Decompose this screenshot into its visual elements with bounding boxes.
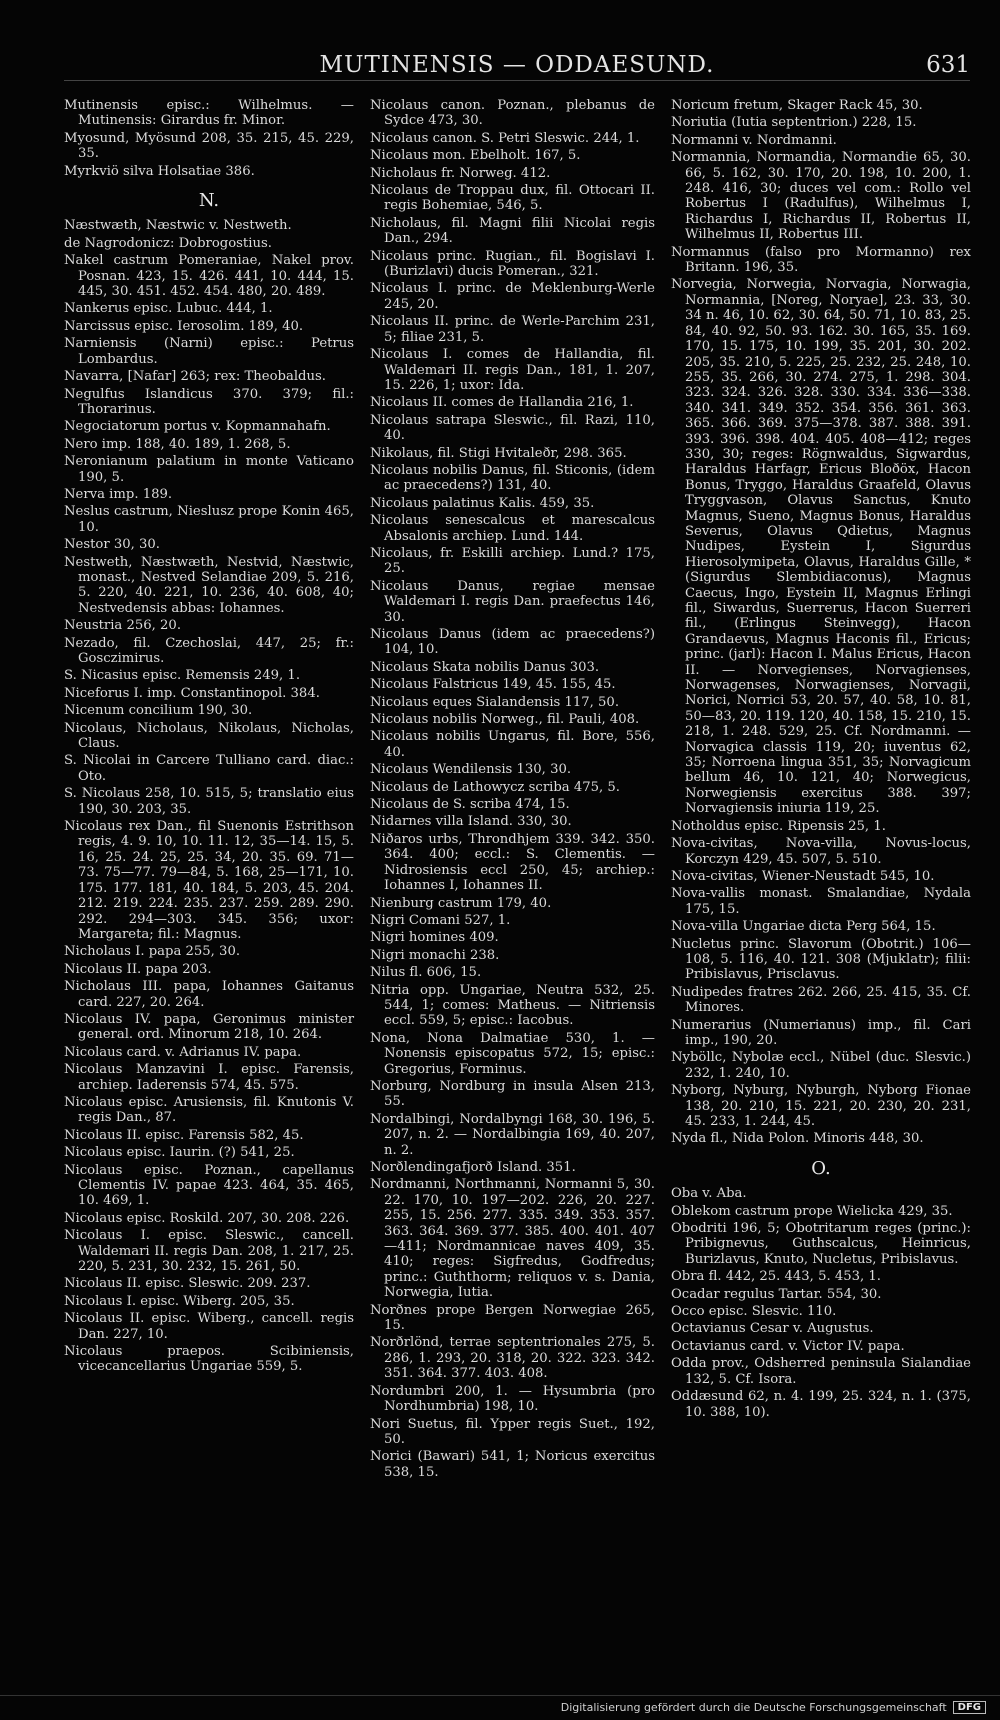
index-entry: Nucletus princ. Slavorum (Obotrit.) 106—108, 5. 116, 40. 121. 308 (Mjuklatr); filii: Pribislavus, Prisclavus. xyxy=(671,936,971,983)
index-entry: Nicolaus nobilis Ungarus, fil. Bore, 556, 40. xyxy=(370,729,655,760)
index-entry: Narcissus episc. Ierosolim. 189, 40. xyxy=(64,318,304,334)
index-entry: Nova-villa Ungariae dicta Perg 564, 15. xyxy=(671,919,936,935)
index-entry: Neronianum palatium in monte Vaticano 190, 5. xyxy=(64,454,354,485)
index-entry: Nidarnes villa Island. 330, 30. xyxy=(370,814,572,830)
index-entry: Nicolaus IV. papa, Geronimus minister general. ord. Minorum 218, 10. 264. xyxy=(64,1011,354,1043)
index-entry: Nicolaus II. princ. de Werle-Parchim 231, 5; filiae 231, 5. xyxy=(370,314,655,345)
footer-divider xyxy=(0,1695,1000,1696)
index-entry: Nordalbingi, Nordalbyngi 168, 30. 196, 5. 207, n. 2. — Nordalbingia 169, 40. 207, n. 2. xyxy=(370,1111,655,1158)
index-entry: Nicolaus II. episc. Wiberg., cancell. regis Dan. 227, 10. xyxy=(64,1311,354,1342)
index-entry: Noricum fretum, Skager Rack 45, 30. xyxy=(671,98,923,113)
index-entry: Nigri homines 409. xyxy=(370,930,499,946)
index-entry: Nicolaus I. episc. Sleswic., cancell. Waldemari II. regis Dan. 208, 1. 217, 25. 220, 5. 231, 30. 232, 15. 261, 50. xyxy=(64,1228,354,1275)
index-entry: Noriutia (Iutia septentrion.) 228, 15. xyxy=(671,115,917,131)
index-entry: Nicholaus fr. Norweg. 412. xyxy=(370,165,551,181)
index-entry: Oblekom castrum prope Wielicka 429, 35. xyxy=(671,1203,953,1219)
index-entry: Nitria opp. Ungariae, Neutra 532, 25. 544, 1; comes: Matheus. — Nitriensis eccl. 559, 5; episc.: Iacobus. xyxy=(370,982,655,1029)
index-entry: Nicolaus palatinus Kalis. 459, 35. xyxy=(370,495,595,511)
index-entry: Nigri monachi 238. xyxy=(370,947,500,963)
index-entry: Nicolaus satrapa Sleswic., fil. Razi, 110, 40. xyxy=(370,412,655,444)
index-entry: Nicholaus I. papa 255, 30. xyxy=(64,944,241,960)
index-entry: Norburg, Nordburg in insula Alsen 213, 55. xyxy=(370,1078,655,1110)
index-entry: Odda prov., Odsherred peninsula Sialandiae 132, 5. Cf. Isora. xyxy=(671,1356,971,1387)
index-entry: Normannus (falso pro Mormanno) rex Britann. 196, 35. xyxy=(671,244,971,276)
index-entry: Nicolaus II. papa 203. xyxy=(64,961,212,977)
index-entry: Norici (Bawari) 541, 1; Noricus exercitus 538, 15. xyxy=(370,1449,655,1480)
index-entry: Nordumbri 200, 1. — Hysumbria (pro Nordhumbria) 198, 10. xyxy=(370,1383,655,1415)
index-column-3 xyxy=(671,98,971,1422)
index-entry: Navarra, [Nafar] 263; rex: Theobaldus. xyxy=(64,369,326,385)
index-entry: Numerarius (Numerianus) imp., fil. Cari imp., 190, 20. xyxy=(671,1017,971,1048)
page-number: 631 xyxy=(926,52,970,78)
index-entry: Neslus castrum, Nieslusz prope Konin 465, 10. xyxy=(64,504,354,535)
index-entry: S. Nicolai in Carcere Tulliano card. diac.: Oto. xyxy=(64,753,354,784)
funding-note: Digitalisierung gefördert durch die Deutsche Forschungsgemeinschaft xyxy=(560,1701,947,1714)
index-entry: Nova-vallis monast. Smalandiae, Nydala 175, 15. xyxy=(671,886,971,917)
index-entry: Norvegia, Norwegia, Norvagia, Norwagia, Normannia, [Noreg, Noryae], 23. 33, 30. 34 n. 46, 10. 62, 30. 64, 50. 71, 10. 83, 25. 84, 40. 92, 50. 93. 162. 30. 165, 35. 169. 170, 15. 175, 10. 199, 35. 201, 30. 202. 205, 35. 210, 5. 225, 25. 232, 25. 248, 10. 255, 35. 266, 30. 274. 275, 1. 298. 304. 323. 324. 326. 328. 330. 334. 336—338. 340. 341. 349. 352. 354. 356. 361. 363. 365. 366. 369. 375—378. 387. 388. 391. 393. 396. 398. 404. 405. 408—412; reges 330, 30; reges: Rögnwaldus, Sigwardus, Haraldus Harfagr, Ericus Bloðöx, Hacon Bonus, Tryggo, Haraldus Graafeld, Olavus Tryggvason, Olavus Sanctus, Knuto Magnus, Sueno, Magnus Bonus, Haraldus Severus, Olavus Qdietus, Magnus Nudipes, Eystein I, Sigurdus Hierosolymipeta, Olavus, Haraldus Gille, * (Sigurdus Slembidiaconus), Magnus Caecus, Ingo, Eystein II, Magnus Erlingi fil., Siwardus, Suerrerus, Hacon Suerreri fil., (Erlingus Steinvegg), Hacon Grandaevus, Magnus Haconis fil., Ericus; princ. (jarl): Hacon I. Malus Ericus, Hacon II. — Norvegienses, Norvagienses, Norwagenses, Norwagienses, Norvagii, Norici, Norrici 53, 20. 57, 40. 58, 10. 81, 50—83, 20. 119. 120, 40. 158, 15. 210, 15. 218, 1. 248. 529, 25. Cf. Nordmanni. — Norvagica classis 119, 20; iuventus 62, 35; Norroena lingua 351, 35; Norvagicum bellum 46, 10. 121, 40; Norwegicus, Norwegiensis exercitus 388. 397; Norvagiensis iniuria 119, 25. xyxy=(671,277,971,817)
index-entry: S. Nicasius episc. Remensis 249, 1. xyxy=(64,668,301,684)
index-entry: Neustria 256, 20. xyxy=(64,618,182,634)
section-letter: O. xyxy=(811,1157,831,1179)
index-entry: Nordmanni, Northmanni, Normanni 5, 30. 22. 170, 10. 197—202. 226, 20. 227. 255, 15. 256. 277. 335. 349. 353. 357. 363. 364. 369. 377. 385. 400. 401. 407—411; Nordmannicae naves 409, 35. 410; reges: Sigfredus, Godfredus; princ.: Guththorm; reliquos v. s. Dania, Norwegia, Iutia. xyxy=(370,1177,655,1301)
index-entry: Nicolaus I. princ. de Meklenburg-Werle 245, 20. xyxy=(370,281,655,312)
index-entry: Nicolaus episc. Iaurin. (?) 541, 25. xyxy=(64,1145,295,1161)
index-entry: Nankerus episc. Lubuc. 444, 1. xyxy=(64,301,273,317)
index-column-1 xyxy=(64,98,354,1377)
index-entry: Nestweth, Næstwæth, Nestvid, Næstwic, monast., Nestved Selandiae 209, 5. 216, 5. 220, 40. 221, 10. 236, 40. 608, 40; Nestvedensis abbas: Iohannes. xyxy=(64,554,354,616)
index-entry: Nakel castrum Pomeraniae, Nakel prov. Posnan. 423, 15. 426. 441, 10. 444, 15. 445, 30. 451. 452. 454. 480, 20. 489. xyxy=(64,253,354,300)
index-entry: Nicolaus II. episc. Farensis 582, 45. xyxy=(64,1127,304,1143)
index-entry: Nona, Nona Dalmatiae 530, 1. — Nonensis episcopatus 572, 15; episc.: Gregorius, Forminus. xyxy=(370,1030,655,1077)
index-entry: Nova-civitas, Wiener-Neustadt 545, 10. xyxy=(671,868,935,884)
index-column-2 xyxy=(370,98,655,1482)
index-entry: Notholdus episc. Ripensis 25, 1. xyxy=(671,818,886,834)
index-entry: Nienburg castrum 179, 40. xyxy=(370,895,552,911)
index-entry: Nicolaus episc. Roskild. 207, 30. 208. 226. xyxy=(64,1210,350,1226)
index-entry: Niceforus I. imp. Constantinopol. 384. xyxy=(64,685,320,701)
index-entry: Nero imp. 188, 40. 189, 1. 268, 5. xyxy=(64,436,291,452)
running-header xyxy=(64,52,970,81)
index-entry: Negociatorum portus v. Kopmannahafn. xyxy=(64,419,331,435)
index-entry: Nerva imp. 189. xyxy=(64,486,173,502)
index-entry: Nyda fl., Nida Polon. Minoris 448, 30. xyxy=(671,1131,924,1147)
index-entry: Normanni v. Nordmanni. xyxy=(671,132,837,148)
index-entry: Nestor 30, 30. xyxy=(64,537,160,553)
index-entry: Nicolaus Skata nobilis Danus 303. xyxy=(370,659,600,675)
index-entry: Næstwæth, Næstwic v. Nestweth. xyxy=(64,218,292,234)
index-entry: Nicolaus I. episc. Wiberg. 205, 35. xyxy=(64,1293,295,1309)
section-letter: N. xyxy=(198,190,220,212)
index-entry: Occo episc. Slesvic. 110. xyxy=(671,1304,837,1320)
index-entry: Obra fl. 442, 25. 443, 5. 453, 1. xyxy=(671,1269,881,1285)
index-entry: Nicolaus canon. Poznan., plebanus de Sydce 473, 30. xyxy=(370,98,655,129)
index-entry: Nicolaus senescalcus et marescalcus Absalonis archiep. Lund. 144. xyxy=(370,513,655,544)
index-entry: Nilus fl. 606, 15. xyxy=(370,965,482,981)
index-entry: Nicolaus II. comes de Hallandia 216, 1. xyxy=(370,395,634,411)
index-entry: Norðnes prope Bergen Norwegiae 265, 15. xyxy=(370,1302,655,1334)
index-entry: Nicolaus II. episc. Sleswic. 209. 237. xyxy=(64,1276,311,1292)
index-entry: Nicolaus de Troppau dux, fil. Ottocari II. regis Bohemiae, 546, 5. xyxy=(370,183,655,214)
index-entry: Nicolaus card. v. Adrianus IV. papa. xyxy=(64,1044,302,1060)
index-entry: Nicolaus Danus (idem ac praecedens?) 104, 10. xyxy=(370,627,655,658)
index-entry: Normannia, Normandia, Normandie 65, 30. 66, 5. 162, 30. 170, 20. 198, 10. 200, 1. 248. 416, 30; duces vel com.: Rollo vel Robertus I (Radulfus), Wilhelmus I, Richardus I, Richardus II, Robertus II, Wilhelmus II, Robertus III. xyxy=(671,150,971,243)
index-entry: Nicolaus eques Sialandensis 117, 50. xyxy=(370,694,620,710)
index-entry: Myrkviö silva Holsatiae 386. xyxy=(64,163,255,179)
index-entry: Nicolaus, Nicholaus, Nikolaus, Nicholas, Claus. xyxy=(64,720,354,752)
index-entry: de Nagrodonicz: Dobrogostius. xyxy=(64,235,272,251)
index-entry: Octavianus Cesar v. Augustus. xyxy=(671,1321,874,1337)
index-entry: Nicolaus Manzavini I. episc. Farensis, archiep. Iaderensis 574, 45. 575. xyxy=(64,1062,354,1093)
index-entry: Octavianus card. v. Victor IV. papa. xyxy=(671,1338,905,1354)
index-entry: Nicolaus nobilis Norweg., fil. Pauli, 408. xyxy=(370,712,640,728)
index-entry: Norðlendingafjorð Island. 351. xyxy=(370,1160,576,1175)
index-entry: Nicolaus episc. Poznan., capellanus Clementis IV. papae 423. 464, 35. 465, 10. 469, 1. xyxy=(64,1162,354,1209)
index-entry: Negulfus Islandicus 370. 379; fil.: Thorarinus. xyxy=(64,386,354,417)
index-entry: Nyborg, Nyburg, Nyburgh, Nyborg Fionae 138, 20. 210, 15. 221, 20. 230, 20. 231, 45. 233, 1. 244, 45. xyxy=(671,1083,971,1129)
index-entry: Myosund, Myösund 208, 35. 215, 45. 229, 35. xyxy=(64,130,354,162)
index-entry: Nicolaus episc. Arusiensis, fil. Knutonis V. regis Dan., 87. xyxy=(64,1094,354,1126)
index-entry: Nicolaus rex Dan., fil Suenonis Estrithson regis, 4. 9. 10, 10. 11. 12, 35—14. 15, 5. 16, 25. 24. 25, 25. 34, 20. 35. 69. 71—73. 75—77. 79—84, 5. 168, 25—171, 10. 175. 177. 181, 40. 184, 5. 203, 45. 204. 212. 219. 224. 235. 237. 259. 289. 290. 292. 294—303. 345. 356; uxor: Margareta; fil.: Magnus. xyxy=(64,819,354,942)
index-entry: Oddæsund 62, n. 4. 199, 25. 324, n. 1. (375, 10. 388, 10). xyxy=(671,1389,971,1420)
index-entry: Nicolaus princ. Rugian., fil. Bogislavi I. (Burizlavi) ducis Pomeran., 321. xyxy=(370,248,655,280)
index-entry: Nicholaus III. papa, Iohannes Gaitanus card. 227, 20. 264. xyxy=(64,979,354,1010)
index-entry: Nezado, fil. Czechoslai, 447, 25; fr.: Gosczimirus. xyxy=(64,635,354,666)
index-entry: Nicolaus Danus, regiae mensae Waldemari I. regis Dan. praefectus 146, 30. xyxy=(370,578,655,625)
index-entry: Nigri Comani 527, 1. xyxy=(370,912,511,928)
index-entry: Nicolaus, fr. Eskilli archiep. Lund.? 175, 25. xyxy=(370,545,655,577)
index-entry: Oba v. Aba. xyxy=(671,1186,747,1202)
index-entry: Nikolaus, fil. Stigi Hvitaleðr, 298. 365. xyxy=(370,445,627,461)
index-entry: S. Nicolaus 258, 10. 515, 5; translatio eius 190, 30. 203, 35. xyxy=(64,786,354,817)
index-entry: Nicolaus praepos. Scibiniensis, vicecancellarius Ungariae 559, 5. xyxy=(64,1344,354,1375)
index-entry: Nicolaus I. comes de Hallandia, fil. Waldemari II. regis Dan., 181, 1. 207, 15. 226, 1; uxor: Ida. xyxy=(370,347,655,393)
index-entry: Norðrlönd, terrae septentrionales 275, 5. 286, 1. 293, 20. 318, 20. 322. 323. 342. 351. 364. 377. 403. 408. xyxy=(370,1335,655,1382)
index-entry: Nori Suetus, fil. Ypper regis Suet., 192, 50. xyxy=(370,1416,655,1447)
index-entry: Nudipedes fratres 262. 266, 25. 415, 35. Cf. Minores. xyxy=(671,984,971,1016)
index-entry: Nova-civitas, Nova-villa, Novus-locus, Korczyn 429, 45. 507, 5. 510. xyxy=(671,836,971,867)
index-entry: Nyböllc, Nybolæ eccl., Nübel (duc. Slesvic.) 232, 1. 240, 10. xyxy=(671,1050,971,1081)
index-entry: Mutinensis episc.: Wilhelmus. — Mutinensis: Girardus fr. Minor. xyxy=(64,98,354,129)
index-entry: Nicenum concilium 190, 30. xyxy=(64,703,253,719)
index-entry: Nicolaus de S. scriba 474, 15. xyxy=(370,797,570,813)
index-entry: Nicolaus canon. S. Petri Sleswic. 244, 1. xyxy=(370,130,640,146)
index-entry: Nicolaus de Lathowycz scriba 475, 5. xyxy=(370,779,620,795)
page-title: MUTINENSIS — ODDAESUND. xyxy=(319,52,715,78)
index-entry: Obodriti 196, 5; Obotritarum reges (princ.): Pribignevus, Guthscalcus, Heinricus, Burizlavus, Knuto, Nucletus, Pribislavus. xyxy=(671,1221,971,1267)
index-entry: Nicolaus Wendilensis 130, 30. xyxy=(370,762,572,778)
index-entry: Nicolaus Falstricus 149, 45. 155, 45. xyxy=(370,677,616,693)
index-entry: Ocadar regulus Tartar. 554, 30. xyxy=(671,1286,882,1302)
index-entry: Niðaros urbs, Throndhjem 339. 342. 350. 364. 400; eccl.: S. Clementis. — Nidrosiensis eccl 250, 45; archiep.: Iohannes I, Iohannes II. xyxy=(370,831,655,894)
index-entry: Narniensis (Narni) episc.: Petrus Lombardus. xyxy=(64,336,354,367)
index-entry: Nicolaus mon. Ebelholt. 167, 5. xyxy=(370,148,581,164)
index-entry: Nicholaus, fil. Magni filii Nicolai regis Dan., 294. xyxy=(370,215,655,247)
footer xyxy=(561,1701,986,1714)
index-entry: Nicolaus nobilis Danus, fil. Sticonis, (idem ac praecedens?) 131, 40. xyxy=(370,462,655,494)
dfg-logo: DFG xyxy=(953,1701,986,1714)
